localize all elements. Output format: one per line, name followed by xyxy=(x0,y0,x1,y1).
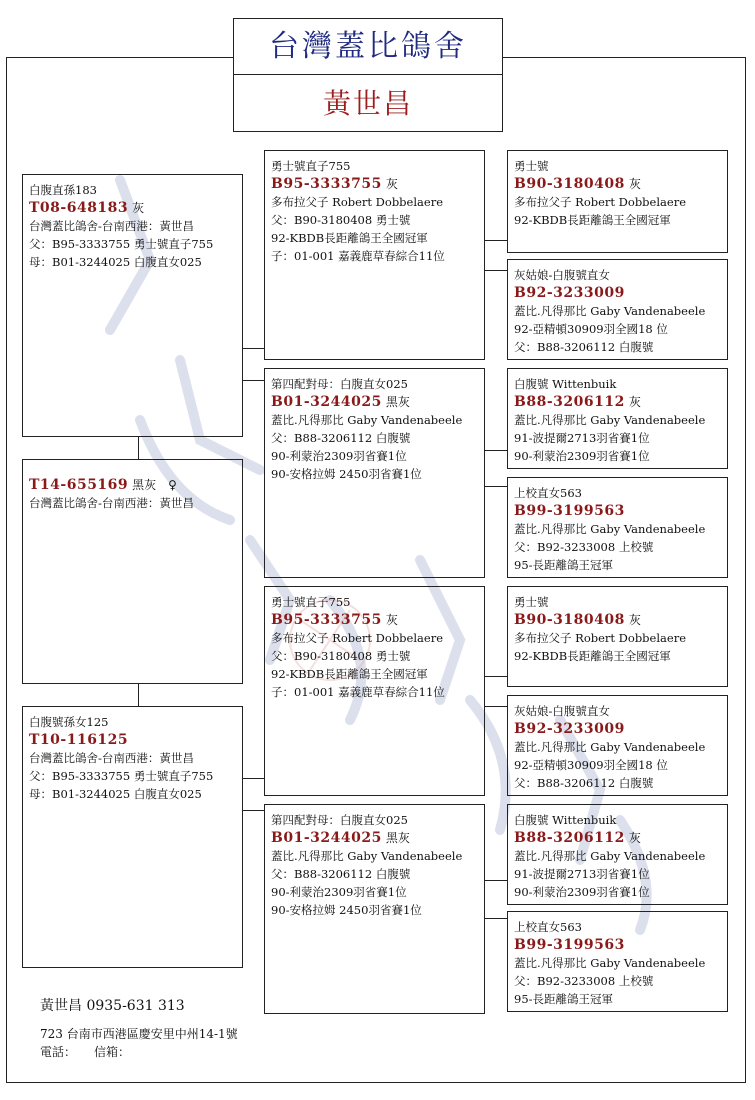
title-box xyxy=(233,18,503,132)
connector-line xyxy=(485,486,507,487)
connector-line xyxy=(242,348,264,349)
connector-line xyxy=(138,684,139,706)
sibling-card-top xyxy=(22,174,243,437)
info-line: 90-利蒙治2309羽省賽1位 xyxy=(514,449,650,463)
ring-number: B90-3180408 xyxy=(514,612,625,628)
info-line: 92-KBDB長距離鴿王全國冠軍 xyxy=(271,231,428,245)
card-heading: 白腹號孫女125 xyxy=(29,715,109,729)
info-line: 父：B90-3180408 勇士號 xyxy=(271,213,411,227)
ring-number: B01-3244025 xyxy=(271,830,382,846)
card-heading: 白腹號 Wittenbuik xyxy=(514,377,617,391)
info-line: 蓋比.凡得那比 Gaby Vandenabeele xyxy=(514,413,706,427)
info-line: 父：B92-3233008 上校號 xyxy=(514,974,654,988)
ring-number: B99-3199563 xyxy=(514,937,625,953)
card-heading: 灰姑娘-白腹號直女 xyxy=(514,704,610,718)
info-line: 台灣蓋比鴿舍-台南西港：黃世昌 xyxy=(29,751,194,765)
ring-number: T10-116125 xyxy=(29,732,129,748)
info-line: 父：B90-3180408 勇士號 xyxy=(271,649,411,663)
info-line: 台灣蓋比鴿舍-台南西港：黃世昌 xyxy=(29,219,194,233)
info-line: 母：B01-3244025 白腹直女025 xyxy=(29,255,202,269)
info-line: 蓋比.凡得那比 Gaby Vandenabeele xyxy=(514,522,706,536)
connector-line xyxy=(485,450,507,451)
card-heading: 第四配對母：白腹直女025 xyxy=(271,813,408,827)
grandparent-card xyxy=(507,911,728,1012)
info-line: 多布拉父子 Robert Dobbelaere xyxy=(271,195,443,209)
contact-fields: 電話： 信箱： xyxy=(40,1045,131,1059)
owner-name: 黃世昌 xyxy=(322,87,413,120)
grandparent-card xyxy=(507,259,728,360)
card-heading: 白腹直孫183 xyxy=(29,183,97,197)
info-line: 父：B88-3206112 白腹號 xyxy=(514,340,654,354)
color-label: 灰 xyxy=(132,201,145,215)
ring-number: B01-3244025 xyxy=(271,394,382,410)
info-line: 蓋比.凡得那比 Gaby Vandenabeele xyxy=(514,956,706,970)
card-heading: 白腹號 Wittenbuik xyxy=(514,813,617,827)
info-line: 蓋比.凡得那比 Gaby Vandenabeele xyxy=(271,413,463,427)
connector-line xyxy=(485,676,507,677)
info-line: 多布拉父子 Robert Dobbelaere xyxy=(514,631,686,645)
parent-card xyxy=(264,150,485,360)
info-line: 90-安格拉姆 2450羽省賽1位 xyxy=(271,903,422,917)
info-line: 92-亞精頓30909羽全國18 位 xyxy=(514,322,668,336)
color-label: 灰 xyxy=(385,613,398,627)
info-line: 子：01-001 嘉義鹿草春綜合11位 xyxy=(271,685,445,699)
info-line: 母：B01-3244025 白腹直女025 xyxy=(29,787,202,801)
card-heading: 勇士號直子755 xyxy=(271,595,351,609)
color-label: 黑灰 ♀ xyxy=(132,478,177,492)
color-label: 灰 xyxy=(385,177,398,191)
color-label: 灰 xyxy=(628,613,641,627)
owner-address: 723 台南市西港區慶安里中州14-1號 xyxy=(40,1027,238,1041)
connector-line xyxy=(485,880,507,881)
info-line: 蓋比.凡得那比 Gaby Vandenabeele xyxy=(514,304,706,318)
loft-title: 台灣蓋比鴿舍 xyxy=(234,19,502,75)
info-line: 台灣蓋比鴿舍-台南西港：黃世昌 xyxy=(29,496,194,510)
connector-line xyxy=(242,810,264,811)
parent-card xyxy=(264,804,485,1014)
info-line: 90-利蒙治2309羽省賽1位 xyxy=(271,885,407,899)
info-line: 91-波提爾2713羽省賽1位 xyxy=(514,431,650,445)
grandparent-card xyxy=(507,695,728,796)
info-line: 蓋比.凡得那比 Gaby Vandenabeele xyxy=(271,849,463,863)
info-line: 90-利蒙治2309羽省賽1位 xyxy=(514,885,650,899)
info-line: 多布拉父子 Robert Dobbelaere xyxy=(514,195,686,209)
card-heading: 勇士號 xyxy=(514,595,549,609)
parent-card xyxy=(264,368,485,578)
connector-line xyxy=(485,240,507,241)
info-line: 90-安格拉姆 2450羽省賽1位 xyxy=(271,467,422,481)
grandparent-card xyxy=(507,586,728,687)
card-heading: 勇士號直子755 xyxy=(271,159,351,173)
ring-number: T14-655169 xyxy=(29,477,129,493)
info-line: 92-KBDB長距離鴿王全國冠軍 xyxy=(514,649,671,663)
connector-line xyxy=(485,270,507,271)
info-line: 90-利蒙治2309羽省賽1位 xyxy=(271,449,407,463)
ring-number: B99-3199563 xyxy=(514,503,625,519)
info-line: 父：B95-3333755 勇士號直子755 xyxy=(29,237,214,251)
info-line: 91-波提爾2713羽省賽1位 xyxy=(514,867,650,881)
ring-number: B92-3233009 xyxy=(514,285,625,301)
info-line: 蓋比.凡得那比 Gaby Vandenabeele xyxy=(514,849,706,863)
info-line: 子：01-001 嘉義鹿草春綜合11位 xyxy=(271,249,445,263)
grandparent-card xyxy=(507,150,728,253)
ring-number: B88-3206112 xyxy=(514,830,625,846)
ring-number: B88-3206112 xyxy=(514,394,625,410)
info-line: 蓋比.凡得那比 Gaby Vandenabeele xyxy=(514,740,706,754)
grandparent-card xyxy=(507,368,728,469)
connector-line xyxy=(485,706,507,707)
color-label: 灰 xyxy=(628,831,641,845)
info-line: 父：B88-3206112 白腹號 xyxy=(514,776,654,790)
info-line: 95-長距離鴿王冠軍 xyxy=(514,992,614,1006)
parent-card xyxy=(264,586,485,796)
owner-contact: 黃世昌 0935-631 313 xyxy=(40,998,185,1014)
card-heading: 第四配對母：白腹直女025 xyxy=(271,377,408,391)
color-label: 灰 xyxy=(628,177,641,191)
info-line: 父：B95-3333755 勇士號直子755 xyxy=(29,769,214,783)
ring-number: B90-3180408 xyxy=(514,176,625,192)
info-line: 父：B88-3206112 白腹號 xyxy=(271,867,411,881)
grandparent-card xyxy=(507,804,728,905)
info-line: 92-亞精頓30909羽全國18 位 xyxy=(514,758,668,772)
card-heading: 上校直女563 xyxy=(514,920,582,934)
card-heading: 灰姑娘-白腹號直女 xyxy=(514,268,610,282)
info-line: 父：B92-3233008 上校號 xyxy=(514,540,654,554)
connector-line xyxy=(242,380,264,381)
ring-number: B95-3333755 xyxy=(271,612,382,628)
info-line: 95-長距離鴿王冠軍 xyxy=(514,558,614,572)
ring-number: T08-648183 xyxy=(29,200,129,216)
info-line: 92-KBDB長距離鴿王全國冠軍 xyxy=(514,213,671,227)
info-line: 92-KBDB長距離鴿王全國冠軍 xyxy=(271,667,428,681)
ring-number: B92-3233009 xyxy=(514,721,625,737)
card-heading: 上校直女563 xyxy=(514,486,582,500)
info-line: 多布拉父子 Robert Dobbelaere xyxy=(271,631,443,645)
connector-line xyxy=(138,437,139,459)
info-line: 父：B88-3206112 白腹號 xyxy=(271,431,411,445)
connector-line xyxy=(242,778,264,779)
card-heading: 勇士號 xyxy=(514,159,549,173)
ring-number: B95-3333755 xyxy=(271,176,382,192)
connector-line xyxy=(485,918,507,919)
sibling-card-bottom xyxy=(22,706,243,968)
color-label: 黑灰 xyxy=(385,831,410,845)
subject-card xyxy=(22,459,243,684)
color-label: 黑灰 xyxy=(385,395,410,409)
color-label: 灰 xyxy=(628,395,641,409)
grandparent-card xyxy=(507,477,728,578)
